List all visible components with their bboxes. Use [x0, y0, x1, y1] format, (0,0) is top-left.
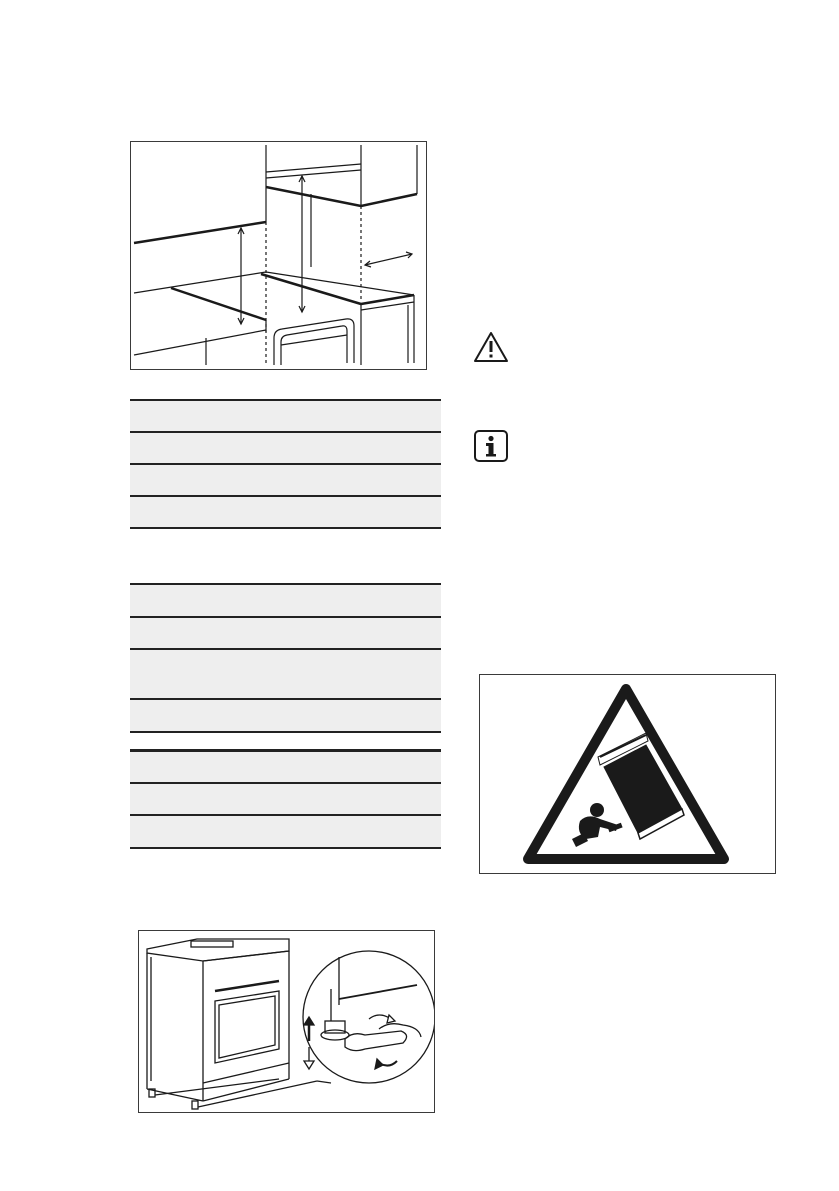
table-row	[130, 399, 441, 433]
information-icon	[473, 429, 509, 463]
table-row	[130, 465, 441, 497]
table-row	[130, 650, 441, 700]
tipping-warning-figure	[479, 674, 776, 874]
table-row	[130, 497, 441, 529]
table-row	[130, 583, 441, 618]
table-row	[130, 433, 441, 465]
table-row	[130, 784, 441, 816]
kitchen-clearance-diagram	[131, 142, 426, 369]
table-row	[130, 700, 441, 733]
table-row	[130, 733, 441, 750]
table-row	[130, 816, 441, 849]
warning-triangle-icon	[473, 331, 509, 364]
leveling-feet-adjustment-diagram	[139, 931, 434, 1112]
leveling-figure	[138, 930, 435, 1113]
clearance-figure	[130, 141, 427, 370]
dimensions-table	[130, 399, 441, 529]
table-row	[130, 618, 441, 650]
table-row	[130, 750, 441, 784]
tipping-hazard-warning-sign	[480, 675, 775, 873]
specs-table	[130, 583, 441, 849]
